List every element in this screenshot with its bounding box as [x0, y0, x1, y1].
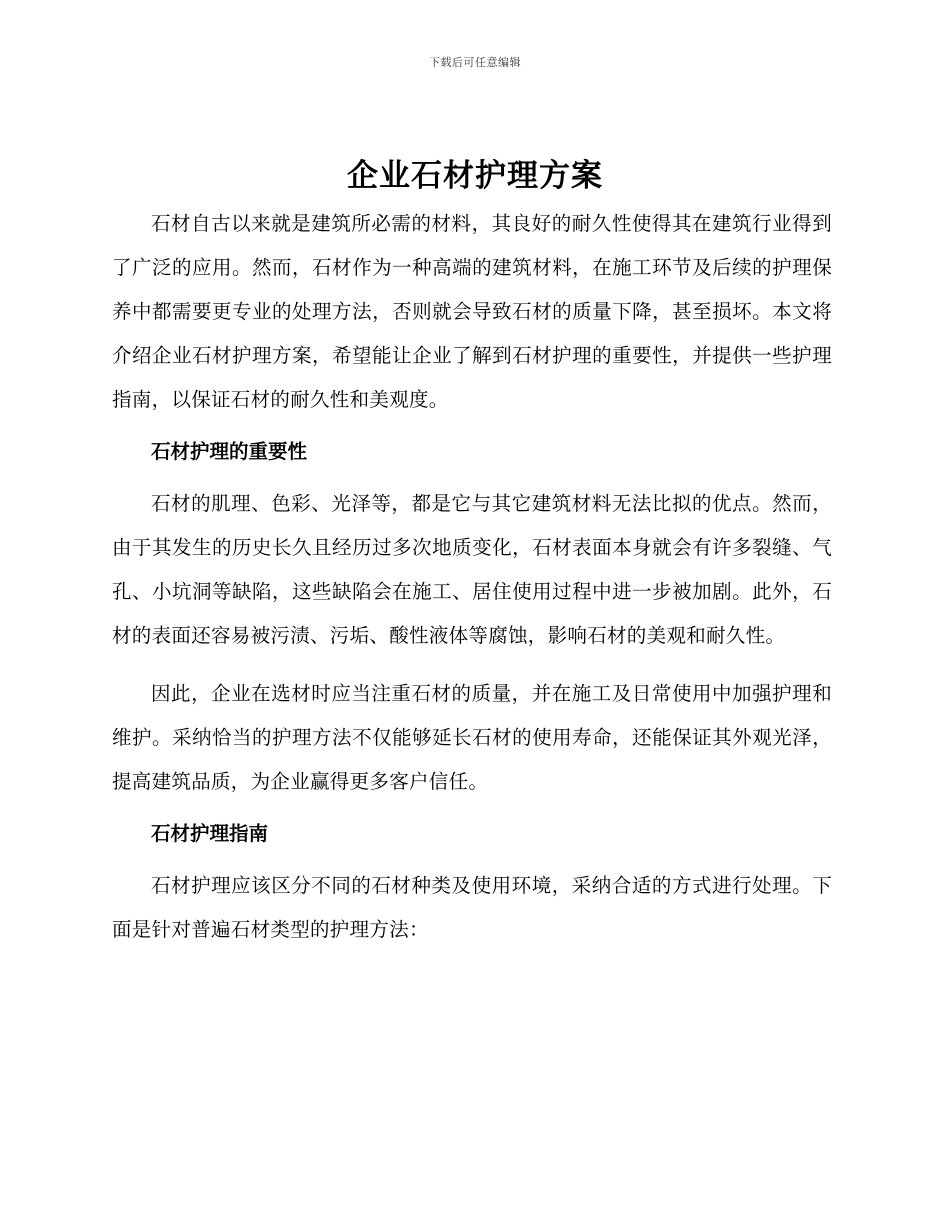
intro-paragraph: 石材自古以来就是建筑所必需的材料，其良好的耐久性使得其在建筑行业得到了广泛的应用。然而，石材作为一种高端的建筑材料，在施工环节及后续的护理保养中都需要更专业的处理方法，否则就会导致石材的质量下降，甚至损坏。本文将介绍企业石材护理方案，希望能让企业了解到石材护理的重要性，并提供一些护理指南，以保证石材的耐久性和美观度。 [112, 212, 832, 411]
page-header-note: 下载后可任意编辑 [429, 56, 521, 69]
spacer [112, 658, 832, 672]
guide-paragraph-1: 石材护理应该区分不同的石材种类及使用环境，采纳合适的方式进行处理。下面是针对普遍石材类型的护理方法： [112, 874, 832, 941]
spacer [112, 474, 832, 482]
importance-paragraph-2: 因此，企业在选材时应当注重石材的质量，并在施工及日常使用中加强护理和维护。采纳恰当的护理方法不仅能够延长石材的使用寿命，还能保证其外观光泽，提高建筑品质，为企业赢得更多客户信任。 [112, 682, 832, 793]
document-title: 企业石材护理方案 [347, 158, 603, 194]
document-body [112, 202, 832, 952]
spacer [112, 856, 832, 864]
importance-paragraph-1: 石材的肌理、色彩、光泽等，都是它与其它建筑材料无法比拟的优点。然而，由于其发生的历史长久且经历过多次地质变化，石材表面本身就会有许多裂缝、气孔、小坑洞等缺陷，这些缺陷会在施工、居住使用过程中进一步被加剧。此外，石材的表面还容易被污渍、污垢、酸性液体等腐蚀，影响石材的美观和耐久性。 [112, 492, 832, 647]
section-heading-guide: 石材护理指南 [151, 822, 269, 845]
section-heading-importance: 石材护理的重要性 [151, 440, 308, 463]
spacer [112, 804, 832, 812]
spacer [112, 422, 832, 430]
